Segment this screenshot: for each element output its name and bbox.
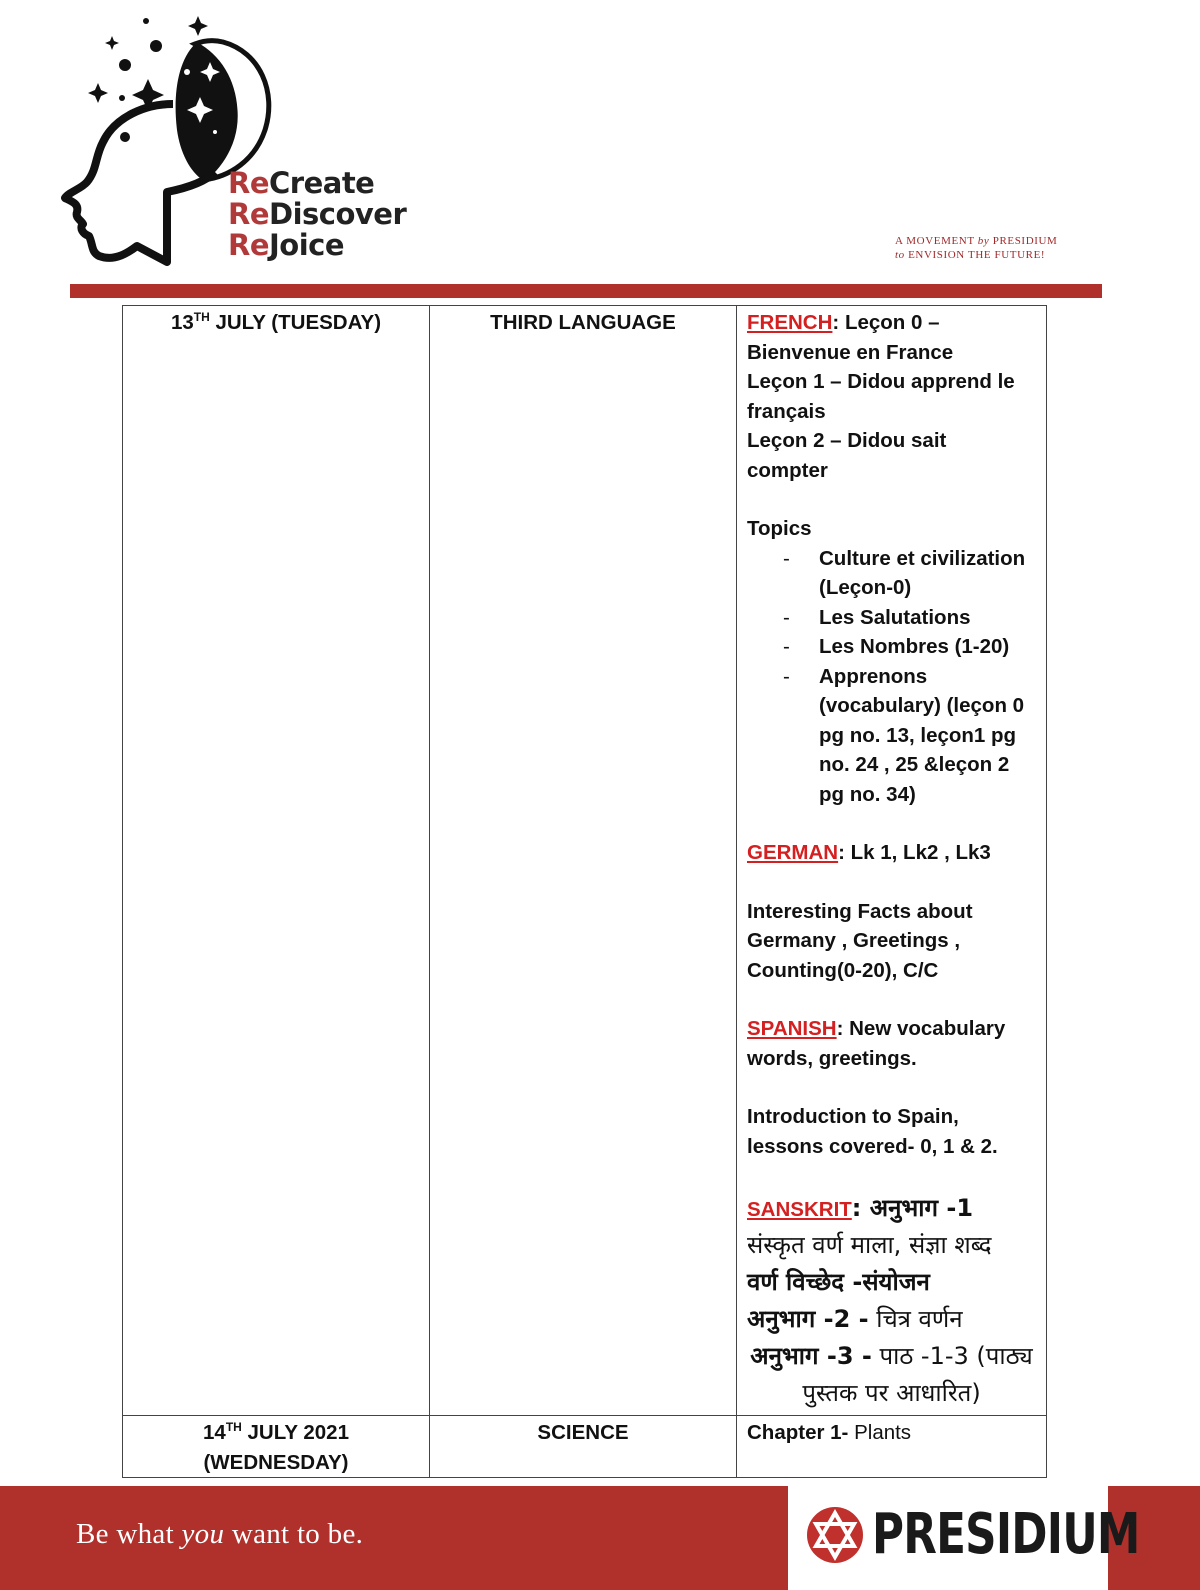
header-divider-bar xyxy=(70,284,1102,298)
date-cell: 13TH JULY (TUESDAY) xyxy=(123,306,430,1416)
syllabus-cell: Chapter 1- Plants xyxy=(737,1416,1047,1478)
footer-slogan: Be what you want to be. xyxy=(76,1518,364,1550)
german-block: GERMAN: Lk 1, Lk2 , Lk3 xyxy=(747,841,991,864)
subject-cell: THIRD LANGUAGE xyxy=(430,306,737,1416)
presidium-star-icon xyxy=(805,1505,865,1565)
logo-wordmark xyxy=(228,168,406,261)
list-item: - Culture et civilization (Leçon-0) xyxy=(783,544,1036,603)
table-row xyxy=(123,306,1047,1416)
french-block: FRENCH: Leçon 0 – Bienvenue en France Leçon 1 – Didou apprend le français Leçon 2 – Didou sait compter xyxy=(747,311,1015,482)
list-item: - Apprenons (vocabulary) (leçon 0 pg no. 13, leçon1 pg no. 24 , 25 &leçon 2 pg no. 34) xyxy=(783,662,1036,810)
german-facts: Interesting Facts about Germany , Greetings , Counting(0-20), C/C xyxy=(747,899,973,982)
header-tagline: A MOVEMENT by PRESIDIUM to ENVISION THE FUTURE! xyxy=(895,235,1058,261)
schedule-table xyxy=(122,305,1047,1478)
presidium-wordmark: PRESIDIUM xyxy=(872,1502,1140,1567)
sanskrit-line: अनुभाग -2 - चित्र वर्णन xyxy=(747,1305,963,1333)
german-label: GERMAN xyxy=(747,841,839,864)
topics-list xyxy=(747,544,1036,810)
spanish-block: SPANISH: New vocabulary words, greetings. xyxy=(747,1017,1006,1070)
topics-heading: Topics xyxy=(747,517,812,540)
logo-line-recreate: ReCreate xyxy=(228,166,375,200)
sanskrit-label: SANSKRIT xyxy=(747,1198,852,1221)
logo-line-rejoice: ReJoice xyxy=(228,228,345,262)
logo-line-rediscover: ReDiscover xyxy=(228,197,407,231)
spanish-label: SPANISH xyxy=(747,1017,837,1040)
subject-cell: SCIENCE xyxy=(430,1416,737,1478)
spanish-intro: Introduction to Spain, lessons covered- 0, 1 & 2. xyxy=(747,1105,998,1158)
sanskrit-block: SANSKRIT: अनुभाग -1 संस्कृत वर्ण माला, संज्ञा शब्द वर्ण विच्छेद -संयोजन अनुभाग -2 - चित्र वर्णन अनुभाग -3 - पाठ -1-3 (पाठ्य पुस्तक पर आधारित) xyxy=(747,1190,1036,1412)
syllabus-cell xyxy=(737,306,1047,1416)
french-label: FRENCH xyxy=(747,311,833,334)
list-item: - Les Nombres (1-20) xyxy=(783,632,1036,662)
table-row xyxy=(123,1416,1047,1478)
sanskrit-line: संस्कृत वर्ण माला, संज्ञा शब्द xyxy=(747,1231,992,1259)
sanskrit-line: अनुभाग -3 - पाठ -1-3 (पाठ्य पुस्तक पर आधारित) xyxy=(750,1342,1033,1407)
date-cell: 14TH JULY 2021 (WEDNESDAY) xyxy=(123,1416,430,1478)
sanskrit-line: वर्ण विच्छेद -संयोजन xyxy=(747,1268,930,1296)
list-item: - Les Salutations xyxy=(783,603,1036,633)
